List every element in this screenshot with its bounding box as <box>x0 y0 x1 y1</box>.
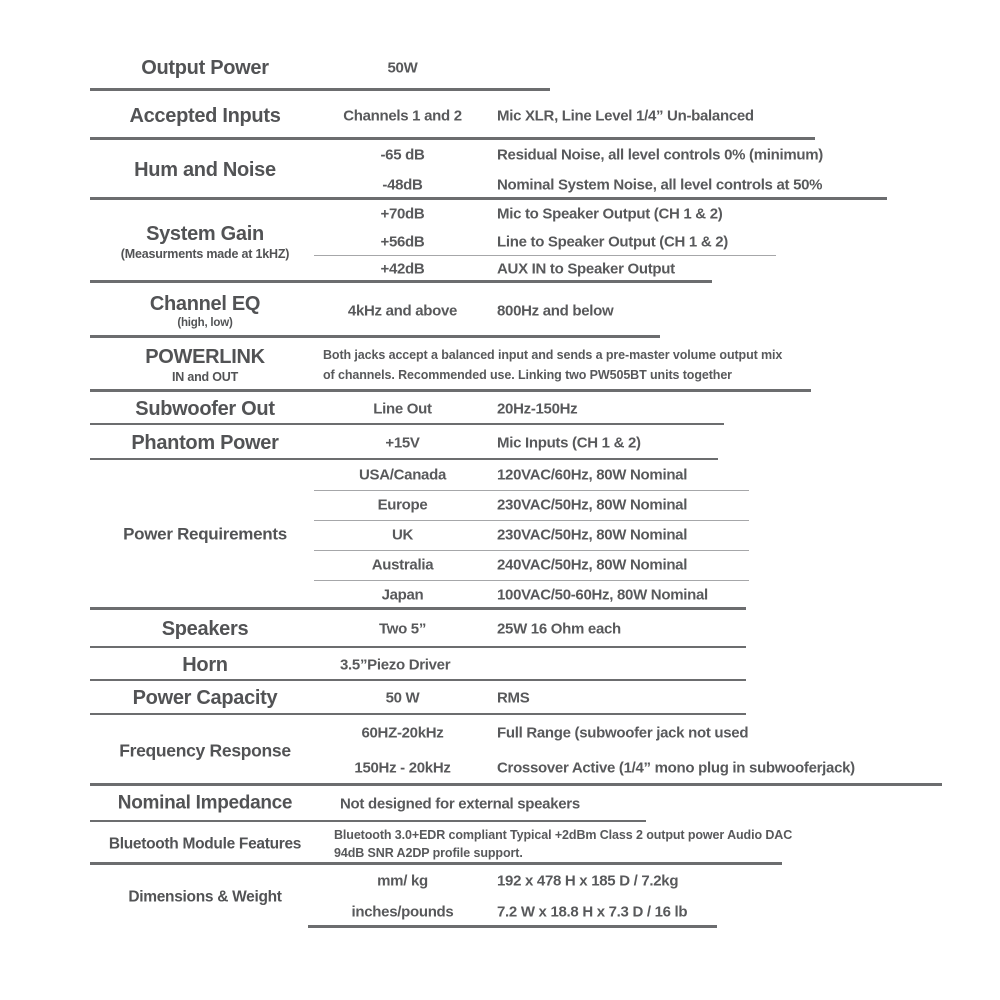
value-detail: 240VAC/50Hz, 80W Nominal <box>497 556 688 574</box>
value-detail: 230VAC/50Hz, 80W Nominal <box>497 526 688 544</box>
spec-row-power-requirements <box>90 460 970 610</box>
spec-row-output-power <box>90 44 970 91</box>
value-detail: 120VAC/60Hz, 80W Nominal <box>497 466 688 484</box>
row-label <box>90 888 320 905</box>
value-primary: -65 dB <box>380 146 425 164</box>
spec-entry <box>90 460 970 490</box>
value-primary: 3.5”Piezo Driver <box>340 656 451 673</box>
row-label <box>90 57 320 79</box>
row-label <box>90 741 320 760</box>
spec-row-subwoofer-out <box>90 392 970 425</box>
row-label-text: Subwoofer Out <box>135 397 275 420</box>
value-primary: Two 5” <box>378 620 427 638</box>
row-label-subtext: (high, low) <box>177 316 233 329</box>
value-detail: 192 x 478 H x 185 D / 7.2kg <box>497 872 679 890</box>
value-primary: Line Out <box>373 400 432 417</box>
spec-row-powerlink <box>90 338 970 392</box>
row-label <box>90 105 320 127</box>
value-detail: Mic to Speaker Output (CH 1 & 2) <box>497 205 723 223</box>
row-label <box>90 526 320 545</box>
row-label-text: Horn <box>182 653 228 676</box>
value-primary: Europe <box>377 496 428 514</box>
row-divider <box>308 925 717 928</box>
row-label <box>90 293 320 329</box>
spec-entry <box>90 580 970 610</box>
row-label-text: Dimensions & Weight <box>128 887 282 905</box>
description-line: 94dB SNR A2DP profile support. <box>334 845 523 860</box>
value-primary: Channels 1 and 2 <box>343 107 462 124</box>
value-primary: +15V <box>385 434 420 451</box>
row-label-text: System Gain <box>146 222 264 245</box>
row-label-subtext: (Measurments made at 1kHZ) <box>120 246 290 261</box>
value-detail: Crossover Active (1/4” mono plug in subwooferjack) <box>497 759 855 777</box>
value-detail: Nominal System Noise, all level controls at 50% <box>497 176 823 194</box>
value-detail: AUX IN to Speaker Output <box>497 260 675 278</box>
value-detail: 7.2 W x 18.8 H x 7.3 D / 16 lb <box>497 903 688 921</box>
spec-row-speakers <box>90 610 970 648</box>
row-label <box>90 159 320 181</box>
row-label <box>90 223 320 261</box>
row-label-text: Bluetooth Module Features <box>108 834 302 852</box>
value-detail: Mic Inputs (CH 1 & 2) <box>497 434 641 451</box>
value-detail: 25W 16 Ohm each <box>497 620 621 638</box>
row-label-text: Power Capacity <box>132 687 278 709</box>
row-label <box>90 346 320 384</box>
row-label <box>90 398 320 420</box>
value-detail: Line to Speaker Output (CH 1 & 2) <box>497 233 728 250</box>
value-primary: USA/Canada <box>358 466 447 484</box>
row-label-text: Nominal Impedance <box>117 792 293 814</box>
spec-row-horn <box>90 648 970 681</box>
value-primary: +56dB <box>380 233 425 250</box>
spec-row-frequency-response <box>90 715 970 786</box>
value-primary: Australia <box>371 556 434 574</box>
spec-row-channel-eq <box>90 283 970 338</box>
value-detail: Full Range (subwoofer jack not used <box>497 724 749 742</box>
value-primary: UK <box>391 526 414 544</box>
spec-row-bluetooth-module-features <box>90 822 970 865</box>
value-detail: Mic XLR, Line Level 1/4” Un-balanced <box>497 107 754 124</box>
spec-row-phantom-power <box>90 425 970 460</box>
row-label-text: Hum and Noise <box>134 159 276 181</box>
value-primary: +70dB <box>380 205 425 223</box>
spec-entry <box>90 550 970 580</box>
value-primary: 60HZ-20kHz <box>361 724 444 742</box>
value-primary: 150Hz - 20kHz <box>354 759 451 777</box>
value-primary: 50 W <box>385 689 420 707</box>
row-label-text: Speakers <box>161 618 249 640</box>
row-label <box>90 654 320 676</box>
row-label <box>90 618 320 640</box>
row-label-text: Power Requirements <box>123 524 287 544</box>
value-primary: 50W <box>387 59 418 76</box>
spec-row-hum-and-noise <box>90 140 970 200</box>
value-primary: Not designed for external speakers <box>340 795 580 813</box>
value-primary: +42dB <box>380 260 425 278</box>
value-primary: mm/ kg <box>377 872 428 890</box>
description-line: Both jacks accept a balanced input and sends a pre-master volume output mix <box>323 348 783 362</box>
row-description <box>323 345 782 385</box>
row-label <box>90 835 320 852</box>
row-label <box>90 687 320 709</box>
spec-row-nominal-impedance <box>90 786 970 822</box>
row-label-text: Channel EQ <box>149 292 261 315</box>
row-label-text: Frequency Response <box>119 739 291 760</box>
value-primary: -48dB <box>382 176 423 194</box>
row-label-text: Output Power <box>141 56 269 79</box>
row-label-text: POWERLINK <box>145 346 265 368</box>
spec-row-power-capacity <box>90 681 970 715</box>
spec-row-dimensions-weight <box>90 865 970 928</box>
value-detail: RMS <box>497 689 530 707</box>
row-label-text: Accepted Inputs <box>129 104 281 127</box>
description-line: Bluetooth 3.0+EDR compliant Typical +2dBm Class 2 output power Audio DAC <box>334 827 793 842</box>
value-primary: Japan <box>381 586 424 604</box>
value-primary: inches/pounds <box>351 903 454 921</box>
description-line: of channels. Recommended use. Linking two PW505BT units together <box>323 368 732 382</box>
value-detail: 20Hz-150Hz <box>497 400 578 417</box>
value-primary: 4kHz and above <box>347 302 458 319</box>
value-detail: 100VAC/50-60Hz, 80W Nominal <box>497 586 708 604</box>
row-label-text: Phantom Power <box>131 431 279 454</box>
value-detail: Residual Noise, all level controls 0% (minimum) <box>497 146 823 164</box>
spec-row-accepted-inputs <box>90 91 970 140</box>
spec-entry <box>90 490 970 520</box>
row-label <box>90 432 320 454</box>
value-detail: 230VAC/50Hz, 80W Nominal <box>497 496 688 514</box>
value-detail: 800Hz and below <box>497 302 614 319</box>
row-label <box>90 794 320 815</box>
row-label-subtext: IN and OUT <box>171 370 239 384</box>
spec-row-system-gain <box>90 200 970 283</box>
row-description <box>334 825 792 861</box>
